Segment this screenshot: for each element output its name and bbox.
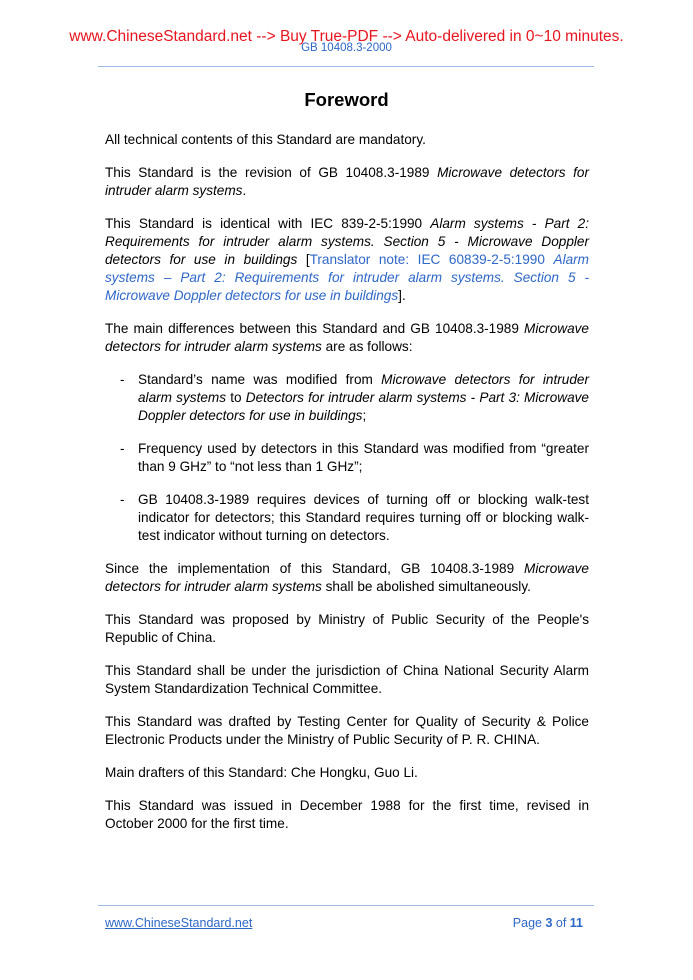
translator-note-title: Alarm systems – Part 2: Requirements for intruder alarm systems. Section 5 - Microwave Doppler detectors for use in buildings [105, 252, 589, 303]
paragraph-jurisdiction: This Standard shall be under the jurisdiction of China National Security Alarm System Standardization Technical Committee. [105, 663, 589, 696]
text: ]. [398, 288, 406, 303]
text: shall be abolished simultaneously. [321, 579, 531, 594]
current-page: 3 [545, 916, 553, 930]
page-title: Foreword [304, 89, 389, 110]
text: GB 10408.3-1989 requires devices of turning off or blocking walk-test indicator for detectors; this Standard requires turning off or blocking walk-test indicator without turning on detectors. [138, 492, 589, 543]
translator-note: Translator note: IEC 60839-2-5:1990 [309, 252, 554, 267]
paragraph-drafters: Main drafters of this Standard: Che Hongku, Guo Li. [105, 765, 418, 780]
list-item [105, 371, 589, 425]
standard-title: Microwave detectors for intruder alarm systems [138, 372, 590, 405]
foreword-body [105, 131, 589, 848]
text: to [226, 390, 246, 405]
text: This Standard is identical with IEC 839-2-5:1990 [105, 216, 431, 231]
standard-title: Microwave detectors for intruder alarm systems [105, 165, 589, 198]
header-banner[interactable]: www.ChineseStandard.net --> Buy True-PDF --> Auto-delivered in 0~10 minutes. [69, 28, 624, 45]
standard-title: Microwave detectors for intruder alarm systems [105, 561, 589, 594]
footer-website-link[interactable]: www.ChineseStandard.net [105, 916, 253, 930]
standard-title: Detectors for intruder alarm systems - Part 3: Microwave Doppler detectors for use in buildings [138, 390, 589, 423]
text: This Standard is the revision of GB 10408.3-1989 [105, 165, 438, 180]
text: Since the implementation of this Standard, GB 10408.3-1989 [105, 561, 525, 576]
of-word: of [552, 916, 570, 930]
paragraph-revision [105, 164, 589, 200]
paragraph-issued: This Standard was issued in December 1988 for the first time, revised in October 2000 for the first time. [105, 798, 589, 831]
list-item [105, 440, 589, 476]
text: Frequency used by detectors in this Standard was modified from “greater than 9 GHz” to “not less than 1 GHz”; [138, 441, 589, 474]
page-word: Page [512, 916, 546, 930]
text: ; [362, 408, 367, 423]
header-doc-number: GB 10408.3-2000 [301, 42, 392, 54]
dash-marker: - [120, 372, 125, 387]
text: The main differences between this Standard and GB 10408.3-1989 [105, 321, 525, 336]
dash-marker: - [120, 492, 125, 507]
standard-title: Alarm systems - Part 2: Requirements for intruder alarm systems. Section 5 - Microwave Doppler detectors for use in buildings [105, 216, 589, 267]
text: are as follows: [321, 339, 413, 354]
text: [ [297, 252, 310, 267]
dash-marker: - [120, 441, 125, 456]
paragraph-differences [105, 320, 589, 356]
paragraph-drafted: This Standard was drafted by Testing Center for Quality of Security & Police Electronic Products under the Ministry of Public Security of P. R. CHINA. [105, 714, 589, 747]
standard-title: Microwave detectors for intruder alarm systems [105, 321, 589, 354]
paragraph-proposed: This Standard was proposed by Ministry of Public Security of the People's Republic of China. [105, 612, 589, 645]
differences-list [105, 371, 589, 545]
text: . [242, 183, 247, 198]
paragraph-mandatory: All technical contents of this Standard are mandatory. [105, 132, 426, 147]
paragraph-identical [105, 215, 589, 305]
paragraph-abolished [105, 560, 589, 596]
footer-divider [98, 905, 594, 906]
list-item [105, 491, 589, 545]
total-pages: 11 [569, 916, 583, 930]
text: Standard’s name was modified from [138, 372, 382, 387]
page-number [513, 916, 583, 931]
header-divider [98, 66, 594, 67]
